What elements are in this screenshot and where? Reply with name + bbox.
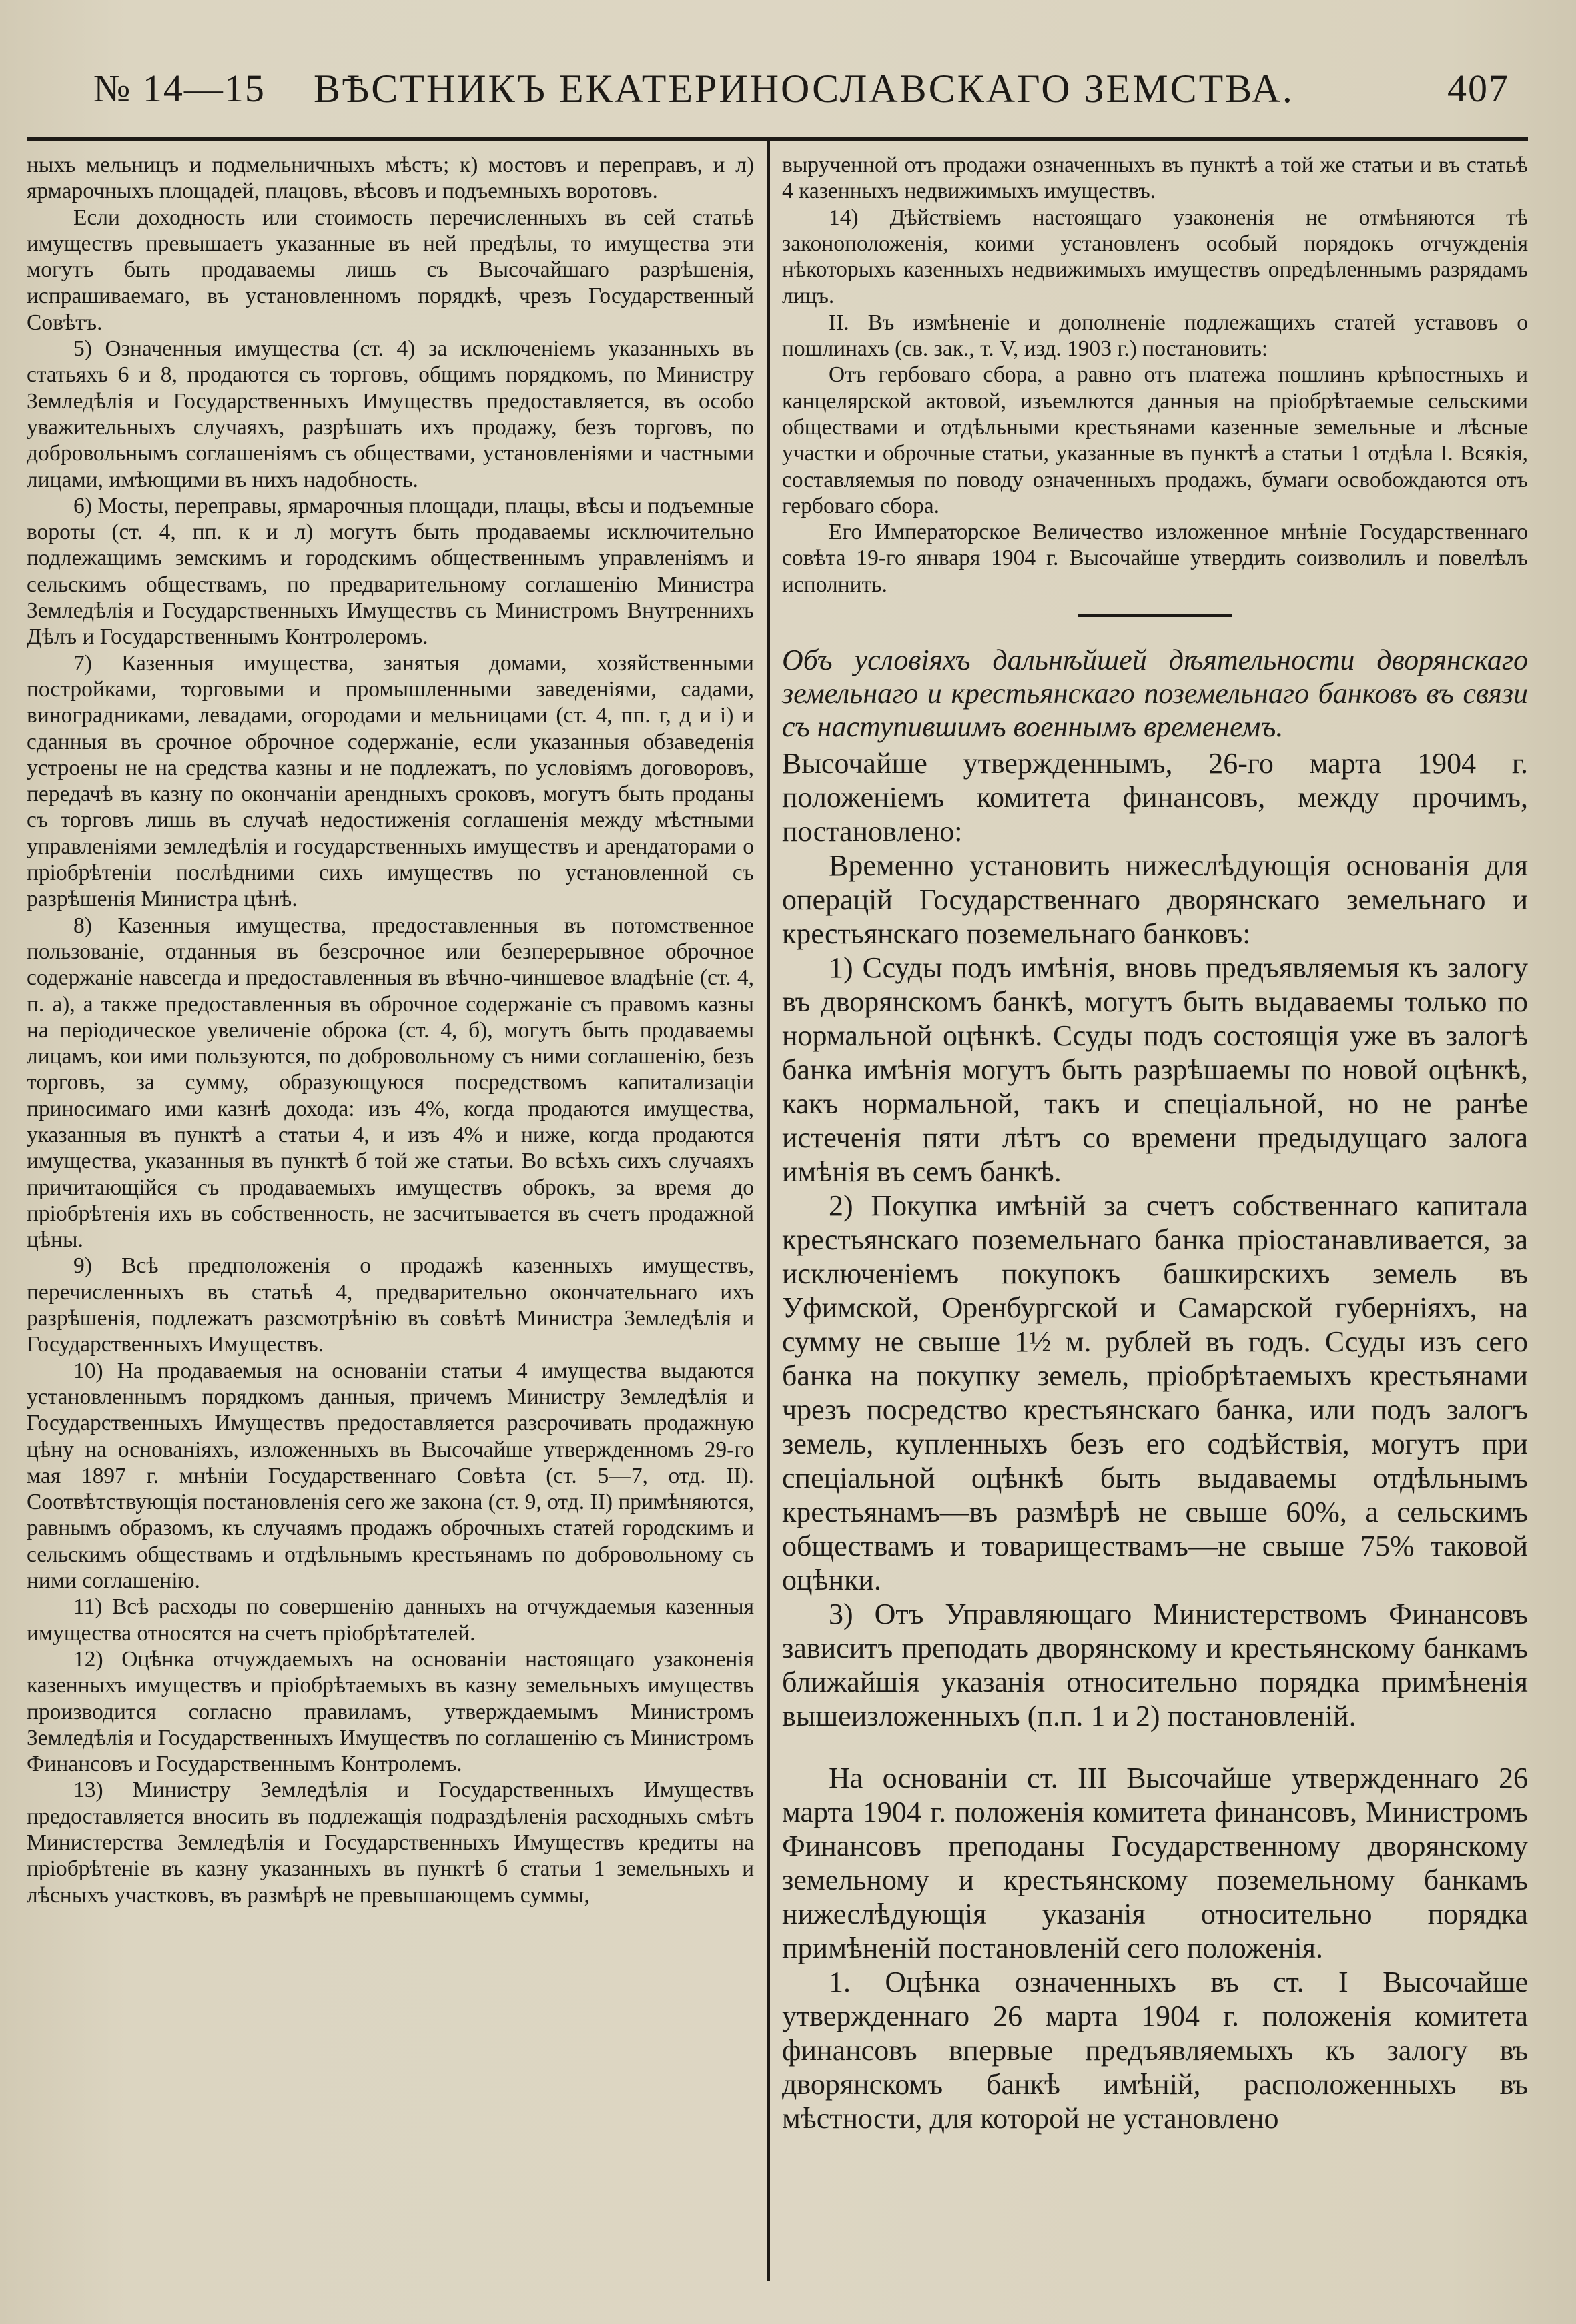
left-column <box>27 152 754 2287</box>
paragraph: 7) Казенныя имущества, занятыя домами, хозяйственными постройками, торговыми и промышленными заведеніями, садами, виноградниками, левадами, огородами и мельницами (ст. 4, пп. г, д и і) и сданныя въ срочное оброчное содержаніе, если указанныя обзаведенія устроены не на средства казны и не подлежатъ, по условіямъ договоровъ, передачѣ въ казну по окончаніи арендныхъ сроковъ, могутъ быть проданы съ торговъ лишь въ случаѣ недостиженія соглашенія между мѣстными управленіями земледѣлія и государственныхъ имуществъ и арендаторами о пріобрѣтеніи послѣдними сихъ имуществъ по установленной съ разрѣшенія Министра цѣнѣ. <box>27 650 754 912</box>
paragraph: Его Императорское Величество изложенное мнѣніе Государственнаго совѣта 19-го января 1904 г. Высочайше утвердить соизволилъ и повелѣлъ исполнить. <box>782 520 1528 597</box>
page-number: 407 <box>1447 67 1509 110</box>
right-column <box>782 152 1528 2287</box>
paragraph: II. Въ измѣненіе и дополненіе подлежащихъ статей уставовъ о пошлинахъ (св. зак., т. V, изд. 1903 г.) постановить: <box>782 310 1528 362</box>
article-intro: Высочайше утвержденнымъ, 26-го марта 1904 г. положеніемъ комитета финансовъ, между прочимъ, постановлено: <box>782 747 1528 848</box>
paragraph: На основаніи ст. III Высочайше утвержденнаго 26 марта 1904 г. положенія комитета финансовъ, Министромъ Финансовъ преподаны Государственному дворянскому земельному и крестьянскому поземельному банкамъ нижеслѣдующія указанія относительно порядка примѣненій постановленій сего положенія. <box>782 1762 1528 1965</box>
article-title: Объ условіяхъ дальнѣйшей дѣятельности дворянскаго земельнаго и крестьянскаго поземельнаго банковъ въ связи съ наступившимъ военнымъ временемъ. <box>782 644 1528 744</box>
column-divider <box>767 140 770 2281</box>
header-rule <box>27 137 1528 141</box>
paragraph: 8) Казенныя имущества, предоставленныя въ потомственное пользованіе, отданныя въ безсрочное или безперерывное оброчное содержаніе навсегда и предоставленныя въ вѣчно-чиншевое владѣніе (ст. 4, п. а), а также предоставленныя въ оброчное содержаніе съ правомъ казны на періодическое увеличеніе оброка (ст. 4, б), могутъ быть продаваемы лицамъ, кои ими пользуются, по добровольному съ ними соглашенію, безъ торговъ, за сумму, образующуюся посредствомъ капитализаціи приносимаго ими казнѣ дохода: изъ 4%, когда продаются имущества, указанныя въ пунктѣ а статьи 4, и изъ 4% и ниже, когда продаются имущества, указанныя въ пунктѣ б той же статьи. Во всѣхъ сихъ случаяхъ причитающійся съ продаваемыхъ имуществъ оброкъ, за время до пріобрѣтенія ихъ въ собственность, не засчитывается въ счетъ продажной цѣны. <box>27 913 754 1253</box>
paragraph: 1) Ссуды подъ имѣнія, вновь предъявляемыя къ залогу въ дворянскомъ банкѣ, могутъ быть выдаваемы только по нормальной оцѣнкѣ. Ссуды подъ состоящія уже въ залогѣ банка имѣнія могутъ быть разрѣшаемы по новой оцѣнкѣ, какъ нормальной, такъ и спеціальной, но не ранѣе истеченія пяти лѣтъ со времени предыдущаго залога имѣнія въ семъ банкѣ. <box>782 951 1528 1189</box>
paragraph: 12) Оцѣнка отчуждаемыхъ на основаніи настоящаго узаконенія казенныхъ имуществъ и пріобрѣтаемыхъ въ казну земельныхъ имуществъ производится согласно правиламъ, утверждаемымъ Министромъ Земледѣлія и Государственныхъ Имуществъ по соглашенію съ Министромъ Финансовъ и Государственнымъ Контролемъ. <box>27 1646 754 1777</box>
paragraph: ныхъ мельницъ и подмельничныхъ мѣстъ; к) мостовъ и переправъ, и л) ярмарочныхъ площадей, плацовъ, вѣсовъ и подъемныхъ воротовъ. <box>27 153 754 204</box>
page-header <box>93 59 1509 119</box>
paragraph: 2) Покупка имѣній за счетъ собственнаго капитала крестьянскаго поземельнаго банка пріостанавливается, за исключеніемъ покупокъ башкирскихъ земель въ Уфимской, Оренбургской и Самарской губерніяхъ, на сумму не свыше 1½ м. рублей въ годъ. Ссуды изъ сего банка на покупку земель, пріобрѣтаемыхъ крестьянами чрезъ посредство крестьянскаго банка, или подъ залогъ земель, купленныхъ безъ его содѣйствія, могутъ при спеціальной оцѣнкѣ быть выдаваемы отдѣльнымъ крестьянамъ—въ размѣрѣ не свыше 60%, а сельскимъ обществамъ и товариществамъ—не свыше 75% таковой оцѣнки. <box>782 1189 1528 1597</box>
paragraph: 6) Мосты, переправы, ярмарочныя площади, плацы, вѣсы и подъемные вороты (ст. 4, пп. к и л) могутъ быть продаваемы исключительно подлежащимъ земскимъ и городскимъ общественнымъ управленіямъ и сельскимъ обществамъ, по предварительному соглашенію Министра Земледѣлія и Государственныхъ Имуществъ съ Министромъ Внутреннихъ Дѣлъ и Государственнымъ Контролеромъ. <box>27 493 754 650</box>
paragraph: 1. Оцѣнка означенныхъ въ ст. I Высочайше утвержденнаго 26 марта 1904 г. положенія комитета финансовъ впервые предъявляемыхъ къ залогу въ дворянскомъ банкѣ имѣній, расположенныхъ въ мѣстности, для которой не установлено <box>782 1966 1528 2135</box>
paragraph: Временно установить нижеслѣдующія основанія для операцій Государственнаго дворянскаго земельнаго и крестьянскаго поземельнаго банковъ: <box>782 849 1528 951</box>
paragraph: 10) На продаваемыя на основаніи статьи 4 имущества выдаются установленнымъ порядкомъ данныя, причемъ Министру Земледѣлія и Государственныхъ Имуществъ предоставляется разсрочивать продажную цѣну на основаніяхъ, изложенныхъ въ Высочайше утвержденномъ 29-го мая 1897 г. мнѣніи Государственнаго Совѣта (ст. 5—7, отд. II). Соотвѣтствующія постановленія сего же закона (ст. 9, отд. II) примѣняются, равнымъ образомъ, къ случаямъ продажъ оброчныхъ статей городскимъ и сельскимъ обществамъ и отдѣльнымъ крестьянамъ по добровольному съ ними соглашенію. <box>27 1358 754 1594</box>
paragraph: 11) Всѣ расходы по совершенію данныхъ на отчуждаемыя казенныя имущества относятся на счетъ пріобрѣтателей. <box>27 1594 754 1646</box>
paragraph: Если доходность или стоимость перечисленныхъ въ сей статьѣ имуществъ превышаетъ указанные въ ней предѣлы, то имущества эти могутъ быть продаваемы лишь съ Высочайшаго разрѣшенія, испрашиваемаго, въ установленномъ порядкѣ, чрезъ Государственный Совѣтъ. <box>27 205 754 335</box>
paragraph: 5) Означенныя имущества (ст. 4) за исключеніемъ указанныхъ въ статьяхъ 6 и 8, продаются съ торговъ, общимъ порядкомъ, по Министру Земледѣлія и Государственныхъ Имуществъ предоставляется, въ особо уважительныхъ случаяхъ, разрѣшать ихъ продажу, безъ торговъ, по добровольнымъ соглашеніямъ съ обществами, установленіями и частными лицами, имѣющими въ нихъ надобность. <box>27 336 754 492</box>
paragraph: вырученной отъ продажи означенныхъ въ пунктѣ а той же статьи и въ статьѣ 4 казенныхъ недвижимыхъ имуществъ. <box>782 153 1528 204</box>
paragraph: 9) Всѣ предположенія о продажѣ казенныхъ имуществъ, перечисленныхъ въ статьѣ 4, предварительно окончательнаго ихъ разрѣшенія, подлежатъ разсмотрѣнію въ совѣтѣ Министра Земледѣлія и Государственныхъ Имуществъ. <box>27 1253 754 1357</box>
section-separator <box>1078 614 1232 617</box>
paragraph: 13) Министру Земледѣлія и Государственныхъ Имуществъ предоставляется вносить въ подлежащія подраздѣленія расходныхъ смѣтъ Министерства Земледѣлія и Государственныхъ Имуществъ кредиты на пріобрѣтеніе въ казну указанныхъ въ пунктѣ б статьи 1 земельныхъ и лѣсныхъ участковъ, въ размѣрѣ не превышающемъ суммы, <box>27 1778 754 1908</box>
journal-title: ВѢСТНИКЪ ЕКАТЕРИНОСЛАВСКАГО ЗЕМСТВА. <box>314 67 1294 111</box>
paragraph: 3) Отъ Управляющаго Министерствомъ Финансовъ зависитъ преподать дворянскому и крестьянскому банкамъ ближайшія указанія относительно порядка примѣненія вышеизложенныхъ (п.п. 1 и 2) постановленій. <box>782 1598 1528 1733</box>
paragraph: 14) Дѣйствіемъ настоящаго узаконенія не отмѣняются тѣ законоположенія, коими установленъ особый порядокъ отчужденія нѣкоторыхъ казенныхъ недвижимыхъ имуществъ опредѣленнымъ разрядамъ лицъ. <box>782 205 1528 309</box>
issue-number: № 14—15 <box>93 67 266 110</box>
paragraph: Отъ гербоваго сбора, а равно отъ платежа пошлинъ крѣпостныхъ и канцелярской актовой, изъемлются данныя на пріобрѣтаемые сельскими обществами и отдѣльными крестьянами казенные земельные и лѣсные участки и оброчные статьи, указанные въ пунктѣ а статьи 1 отдѣла I. Всякія, составляемыя по поводу означенныхъ продажъ, бумаги освобождаются отъ гербоваго сбора. <box>782 362 1528 518</box>
section-gap <box>782 1733 1528 1761</box>
